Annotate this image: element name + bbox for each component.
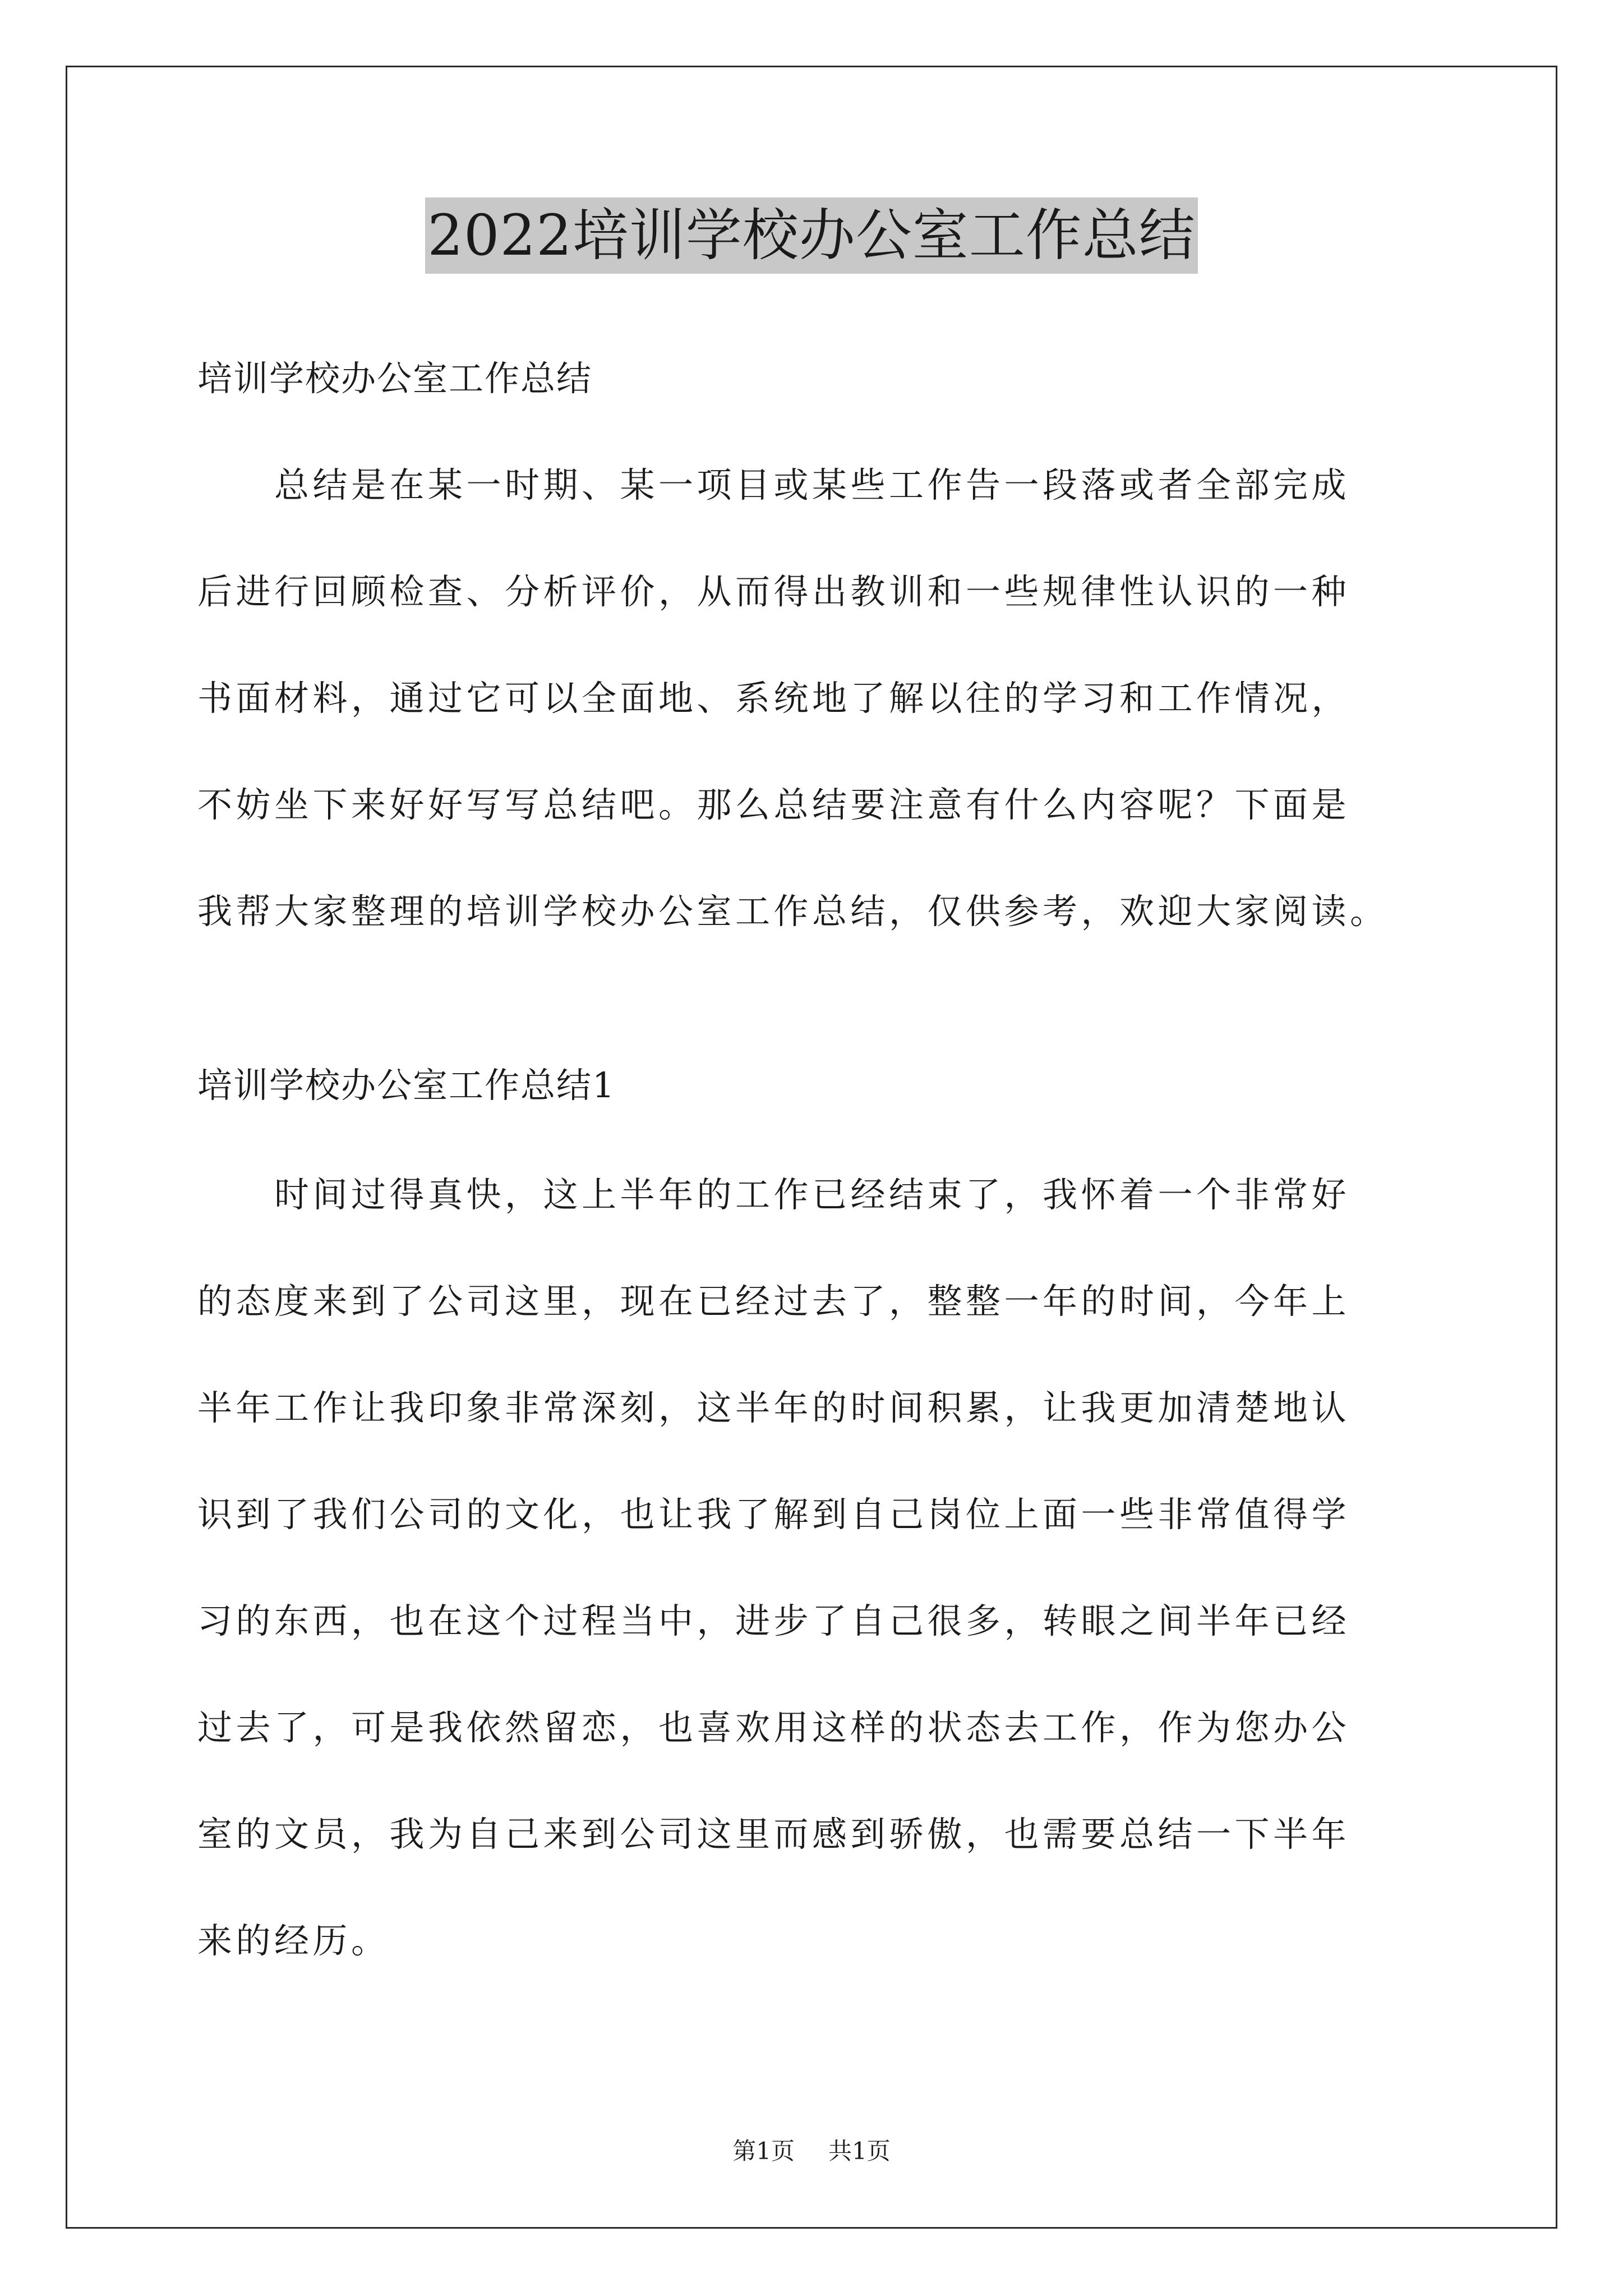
intro-line-5: 我帮大家整理的培训学校办公室工作总结，仅供参考，欢迎大家阅读。: [197, 891, 1389, 932]
document-title: 2022培训学校办公室工作总结: [425, 197, 1198, 274]
section-line-4: 识到了我们公司的文化，也让我了解到自己岗位上面一些非常值得学: [197, 1494, 1350, 1535]
section-line-5: 习的东西，也在这个过程当中，进步了自己很多，转眼之间半年已经: [197, 1600, 1350, 1641]
section-line-2: 的态度来到了公司这里，现在已经过去了，整整一年的时间，今年上: [197, 1281, 1350, 1322]
section-line-7: 室的文员，我为自己来到公司这里而感到骄傲，也需要总结一下半年: [197, 1814, 1350, 1855]
intro-line-4: 不妨坐下来好好写写总结吧。那么总结要注意有什么内容呢？下面是: [197, 784, 1350, 825]
subtitle: 培训学校办公室工作总结: [197, 358, 593, 399]
title-container: [0, 197, 1623, 274]
section-heading: 培训学校办公室工作总结1: [197, 1065, 616, 1106]
section-line-6: 过去了，可是我依然留恋，也喜欢用这样的状态去工作，作为您办公: [197, 1707, 1350, 1748]
page-number: 第1页: [732, 2137, 795, 2165]
section-line-8: 来的经历。: [197, 1920, 390, 1961]
intro-line-2: 后进行回顾检查、分析评价，从而得出教训和一些规律性认识的一种: [197, 571, 1350, 612]
intro-line-3: 书面材料，通过它可以全面地、系统地了解以往的学习和工作情况，: [197, 678, 1350, 719]
intro-line-1: 总结是在某一时期、某一项目或某些工作告一段落或者全部完成: [197, 464, 1350, 505]
section-line-3: 半年工作让我印象非常深刻，这半年的时间积累，让我更加清楚地认: [197, 1387, 1350, 1428]
page-total: 共1页: [828, 2137, 891, 2165]
section-line-1: 时间过得真快，这上半年的工作已经结束了，我怀着一个非常好: [197, 1174, 1350, 1215]
page-footer: [0, 2134, 1623, 2168]
